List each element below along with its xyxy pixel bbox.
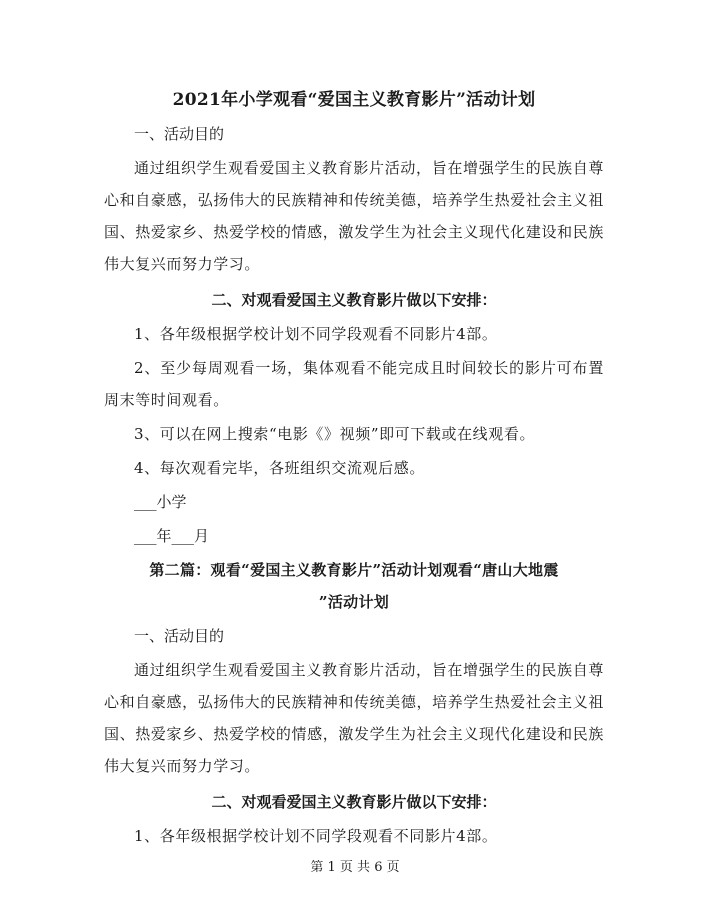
part2-section-heading-arrangement: 二、对观看爱国主义教育影片做以下安排： <box>211 793 497 811</box>
part2-title-line1: 第二篇：观看“爱国主义教育影片”活动计划观看“唐山大地震 <box>149 561 559 579</box>
list-item: 1、各年级根据学校计划不同学段观看不同影片4部。 <box>134 325 498 343</box>
purpose-paragraph: 通过组织学生观看爱国主义教育影片活动，旨在增强学生的民族自尊心和自豪感，弘扬伟大的民族精神和传统美德，培养学生热爱社会主义祖国、热爱家乡、热爱学校的情感，激发学生为社会主义现代化建设和民族伟大复兴而努力学习。 <box>104 159 604 273</box>
document-body <box>104 84 604 852</box>
page-number-text: 第 1 页 共 6 页 <box>310 860 400 875</box>
part2-list-item: 1、各年级根据学校计划不同学段观看不同影片4部。 <box>134 827 498 845</box>
section-heading-arrangement: 二、对观看爱国主义教育影片做以下安排： <box>211 291 497 309</box>
part2-section-heading-purpose: 一、活动目的 <box>134 627 225 645</box>
part2-title-line2: ”活动计划 <box>318 593 390 611</box>
page-footer <box>0 858 710 878</box>
part2-purpose-paragraph: 通过组织学生观看爱国主义教育影片活动，旨在增强学生的民族自尊心和自豪感，弘扬伟大的民族精神和传统美德，培养学生热爱社会主义祖国、热爱家乡、热爱学校的情感，激发学生为社会主义现代化建设和民族伟大复兴而努力学习。 <box>104 661 604 775</box>
date-signature-line: ___年___月 <box>134 527 210 545</box>
list-item: 2、至少每周观看一场，集体观看不能完成且时间较长的影片可布置周末等时间观看。 <box>104 359 604 409</box>
section-heading-purpose: 一、活动目的 <box>134 125 225 143</box>
list-item: 4、每次观看完毕，各班组织交流观后感。 <box>134 459 425 477</box>
document-title: 2021年小学观看“爱国主义教育影片”活动计划 <box>172 90 536 110</box>
school-signature-line: ___小学 <box>134 493 187 511</box>
list-item: 3、可以在网上搜索“电影《》视频”即可下载或在线观看。 <box>134 425 536 443</box>
